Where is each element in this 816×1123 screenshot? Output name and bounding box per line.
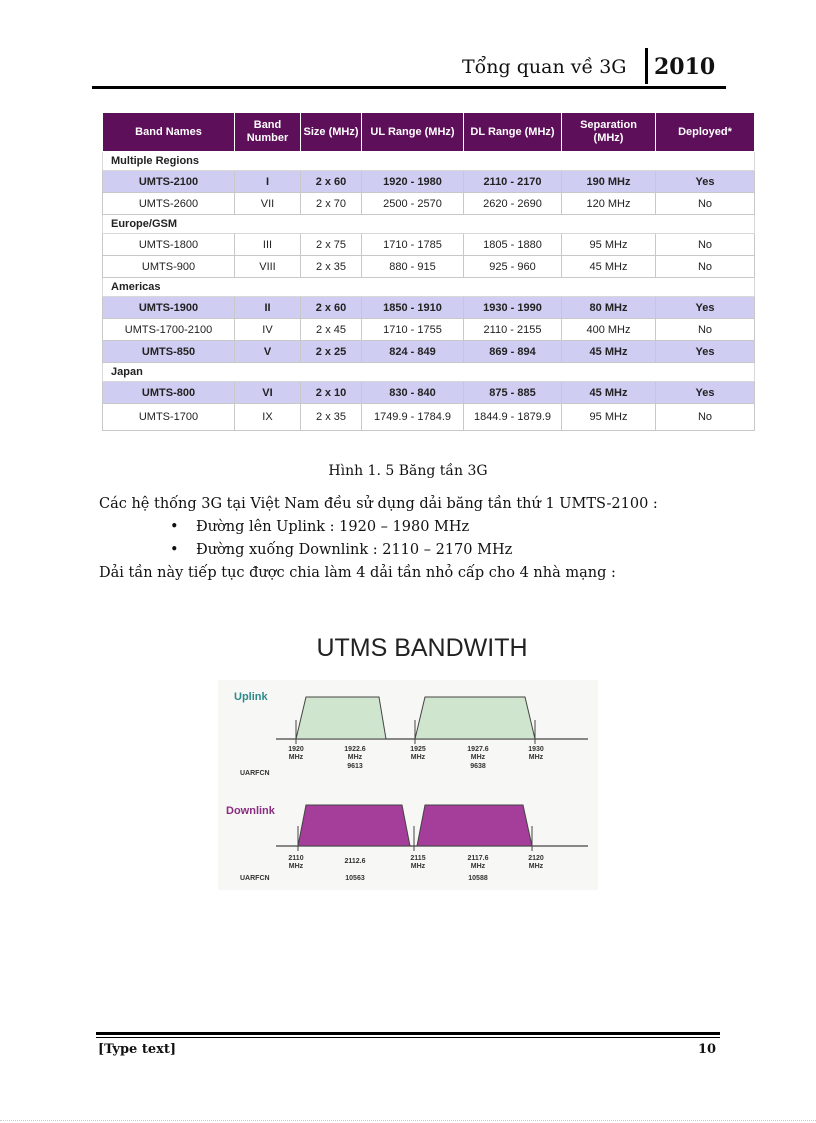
downlink-label: Downlink xyxy=(226,805,275,817)
table-cell-dep: No xyxy=(656,234,755,256)
header-divider xyxy=(645,48,648,84)
table-cell-band: IV xyxy=(235,319,301,341)
table-cell-band: VIII xyxy=(235,256,301,278)
table-cell-name: UMTS-1800 xyxy=(103,234,235,256)
table-cell-ul: 1710 - 1755 xyxy=(362,319,464,341)
table-cell-dep: No xyxy=(656,256,755,278)
table-cell-dep: Yes xyxy=(656,341,755,363)
table-cell-size: 2 x 45 xyxy=(301,319,362,341)
table-cell-size: 2 x 10 xyxy=(301,382,362,404)
table-cell-dl: 2110 - 2155 xyxy=(464,319,562,341)
table-cell-dl: 925 - 960 xyxy=(464,256,562,278)
table-row xyxy=(103,256,755,278)
region-label: Americas xyxy=(103,278,755,297)
header-cell: UL Range (MHz) xyxy=(362,113,464,152)
table-cell-size: 2 x 75 xyxy=(301,234,362,256)
table-row xyxy=(103,341,755,363)
table-cell-dep: No xyxy=(656,193,755,215)
uplink-uarfcn-value: 9638 xyxy=(470,763,486,770)
table-cell-band: III xyxy=(235,234,301,256)
table-cell-size: 2 x 60 xyxy=(301,171,362,193)
header-cell: Separation (MHz) xyxy=(562,113,656,152)
table-cell-sep: 95 MHz xyxy=(562,234,656,256)
table-cell-ul: 824 - 849 xyxy=(362,341,464,363)
footer-text: [Type text] xyxy=(98,1042,177,1057)
table-cell-name: UMTS-2600 xyxy=(103,193,235,215)
region-row xyxy=(103,278,755,297)
table-cell-ul: 1920 - 1980 xyxy=(362,171,464,193)
uplink-label: Uplink xyxy=(234,691,268,703)
page-number: 10 xyxy=(698,1042,717,1057)
table-cell-sep: 400 MHz xyxy=(562,319,656,341)
header-cell: DL Range (MHz) xyxy=(464,113,562,152)
uplink-tick-label: 1922.6 xyxy=(344,746,366,753)
downlink-uarfcn-value: 10563 xyxy=(345,875,365,882)
downlink-uarfcn-label: UARFCN xyxy=(240,875,270,882)
uplink-tick-label: 1930 xyxy=(528,746,544,753)
uplink-channel-1 xyxy=(296,697,386,739)
table-cell-name: UMTS-1700 xyxy=(103,404,235,431)
uplink-tick-unit: MHz xyxy=(288,754,304,761)
header-cell: Band Names xyxy=(103,113,235,152)
bullet-item xyxy=(170,542,512,558)
table-cell-size: 2 x 60 xyxy=(301,297,362,319)
bullet-text: Đường lên Uplink : 1920 – 1980 MHz xyxy=(196,519,470,535)
table-cell-name: UMTS-850 xyxy=(103,341,235,363)
table-cell-dep: Yes xyxy=(656,171,755,193)
table-cell-size: 2 x 70 xyxy=(301,193,362,215)
table-cell-band: IX xyxy=(235,404,301,431)
table-row xyxy=(103,171,755,193)
header-cell: Size (MHz) xyxy=(301,113,362,152)
table-cell-sep: 80 MHz xyxy=(562,297,656,319)
table-cell-dl: 869 - 894 xyxy=(464,341,562,363)
figure-caption: Hình 1. 5 Băng tần 3G xyxy=(328,463,488,479)
table-cell-dl: 2620 - 2690 xyxy=(464,193,562,215)
table-cell-ul: 830 - 840 xyxy=(362,382,464,404)
table-row xyxy=(103,297,755,319)
table-cell-name: UMTS-800 xyxy=(103,382,235,404)
downlink-tick-label: 2120 xyxy=(528,855,544,862)
table-cell-band: II xyxy=(235,297,301,319)
table-cell-ul: 1850 - 1910 xyxy=(362,297,464,319)
table-cell-dl: 1930 - 1990 xyxy=(464,297,562,319)
table-cell-sep: 45 MHz xyxy=(562,382,656,404)
downlink-tick-unit: MHz xyxy=(470,863,486,870)
region-label: Multiple Regions xyxy=(103,152,755,171)
table-cell-dep: No xyxy=(656,319,755,341)
bullet-text: Đường xuống Downlink : 2110 – 2170 MHz xyxy=(196,542,513,558)
downlink-tick-label: 2115 xyxy=(410,855,426,862)
intro-paragraph: Các hệ thống 3G tại Việt Nam đều sử dụng dải băng tần thứ 1 UMTS-2100 : xyxy=(99,496,658,512)
uplink-uarfcn-value: 9613 xyxy=(347,763,363,770)
table-cell-dep: Yes xyxy=(656,297,755,319)
table-cell-dep: No xyxy=(656,404,755,431)
table-row xyxy=(103,404,755,431)
table-cell-band: V xyxy=(235,341,301,363)
table-cell-ul: 880 - 915 xyxy=(362,256,464,278)
bullet-item xyxy=(170,519,469,535)
table-row xyxy=(103,193,755,215)
table-cell-dl: 2110 - 2170 xyxy=(464,171,562,193)
table-cell-dl: 875 - 885 xyxy=(464,382,562,404)
downlink-tick-unit: MHz xyxy=(528,863,544,870)
header-rule xyxy=(92,86,726,89)
uplink-tick-label: 1927.6 xyxy=(467,746,489,753)
uplink-tick-unit: MHz xyxy=(528,754,544,761)
bullet-dot: • xyxy=(170,519,179,535)
table-cell-size: 2 x 25 xyxy=(301,341,362,363)
table-header-row xyxy=(103,113,755,152)
downlink-uarfcn-value: 10588 xyxy=(468,875,488,882)
region-row xyxy=(103,363,755,382)
table-body xyxy=(103,152,755,431)
region-row xyxy=(103,215,755,234)
downlink-channel-1 xyxy=(298,805,410,846)
table-cell-ul: 1710 - 1785 xyxy=(362,234,464,256)
uplink-tick-label: 1920 xyxy=(288,746,304,753)
table-cell-band: I xyxy=(235,171,301,193)
table-cell-sep: 45 MHz xyxy=(562,256,656,278)
table-row xyxy=(103,234,755,256)
table-cell-name: UMTS-1900 xyxy=(103,297,235,319)
page-edge xyxy=(0,1120,816,1121)
table-cell-name: UMTS-2100 xyxy=(103,171,235,193)
table-cell-dep: Yes xyxy=(656,382,755,404)
downlink-tick-label: 2117.6 xyxy=(467,855,489,862)
header-cell: Band Number xyxy=(235,113,301,152)
downlink-channel-2 xyxy=(417,805,532,846)
downlink-tick-label: 2112.6 xyxy=(344,858,366,865)
band-table xyxy=(102,112,755,431)
footer-rule-thin xyxy=(96,1037,720,1038)
table-cell-name: UMTS-1700-2100 xyxy=(103,319,235,341)
table-cell-dl: 1844.9 - 1879.9 xyxy=(464,404,562,431)
bullet-dot: • xyxy=(170,542,179,558)
table-cell-sep: 95 MHz xyxy=(562,404,656,431)
region-label: Europe/GSM xyxy=(103,215,755,234)
table-cell-sep: 45 MHz xyxy=(562,341,656,363)
uplink-tick-unit: MHz xyxy=(347,754,363,761)
footer-rule xyxy=(96,1032,720,1035)
uplink-channel-2 xyxy=(415,697,535,739)
uplink-tick-unit: MHz xyxy=(470,754,486,761)
downlink-tick-unit: MHz xyxy=(410,863,426,870)
bandwidth-diagram xyxy=(218,680,598,890)
downlink-tick-label: 2110 xyxy=(288,855,304,862)
uplink-tick-unit: MHz xyxy=(410,754,426,761)
table-cell-size: 2 x 35 xyxy=(301,404,362,431)
header-year: 2010 xyxy=(654,54,716,80)
table-cell-name: UMTS-900 xyxy=(103,256,235,278)
table-row xyxy=(103,319,755,341)
region-row xyxy=(103,152,755,171)
table-cell-band: VI xyxy=(235,382,301,404)
outro-paragraph: Dải tần này tiếp tục được chia làm 4 dải tần nhỏ cấp cho 4 nhà mạng : xyxy=(99,565,616,581)
header-cell: Deployed* xyxy=(656,113,755,152)
table-cell-ul: 1749.9 - 1784.9 xyxy=(362,404,464,431)
table-cell-sep: 190 MHz xyxy=(562,171,656,193)
table-cell-dl: 1805 - 1880 xyxy=(464,234,562,256)
figure-title: UTMS BANDWITH xyxy=(316,634,528,662)
downlink-tick-unit: MHz xyxy=(288,863,304,870)
table-cell-size: 2 x 35 xyxy=(301,256,362,278)
table-cell-ul: 2500 - 2570 xyxy=(362,193,464,215)
uplink-uarfcn-label: UARFCN xyxy=(240,770,270,777)
table-cell-band: VII xyxy=(235,193,301,215)
region-label: Japan xyxy=(103,363,755,382)
header-title: Tổng quan về 3G xyxy=(462,56,627,78)
uplink-tick-label: 1925 xyxy=(410,746,426,753)
table-row xyxy=(103,382,755,404)
table-cell-sep: 120 MHz xyxy=(562,193,656,215)
